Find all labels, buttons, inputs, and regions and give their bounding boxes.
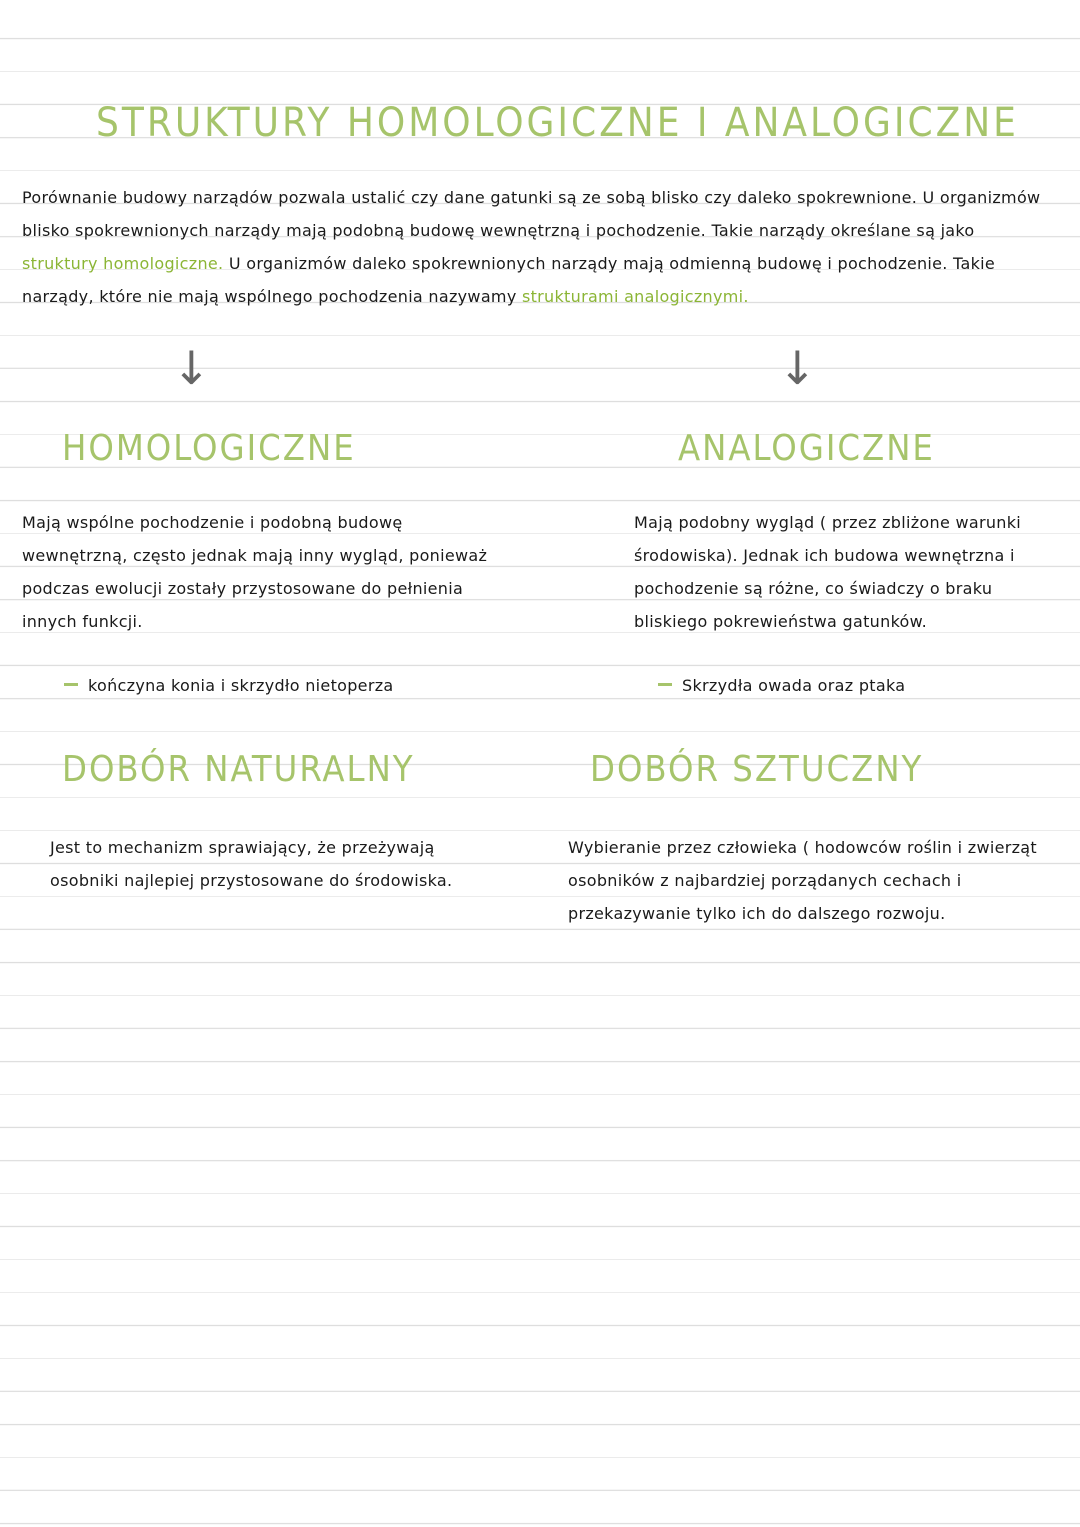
dash-bullet-icon xyxy=(658,683,672,686)
homologiczne-example xyxy=(64,669,394,702)
intro-highlight-analogiczne: strukturami analogicznymi. xyxy=(521,287,749,306)
dash-bullet-icon xyxy=(64,683,78,686)
dobor-naturalny-text: Jest to mechanizm sprawiający, że przeżywają osobniki najlepiej przystosowane do środowiska. xyxy=(50,838,453,890)
dobor-sztuczny-text: Wybieranie przez człowieka ( hodowców roślin i zwierząt osobników z najbardziej porządanych cechach i przekazywanie tylko ich do dalszego rozwoju. xyxy=(568,838,1037,923)
heading-dobor-sztuczny: DOBÓR SZTUCZNY xyxy=(590,749,924,790)
intro-text-2: U organizmów daleko spokrewnionych narządy mają odmienną budowę i pochodzenie. Takie narządy, które nie mają wspólnego pochodzenia nazywamy xyxy=(22,254,996,306)
homologiczne-example-text: kończyna konia i skrzydło nietoperza xyxy=(88,676,394,695)
analogiczne-text: Mają podobny wygląd ( przez zbliżone warunki środowiska). Jednak ich budowa wewnętrzna i pochodzenie są różne, co świadczy o braku bliskiego pokrewieństwa gatunków. xyxy=(634,513,1022,631)
intro-paragraph xyxy=(22,181,1052,313)
intro-text-1: Porównanie budowy narządów pozwala ustalić czy dane gatunki są ze sobą blisko czy daleko spokrewnione. U organizmów blisko spokrewnionych narządy mają podobną budowę wewnętrzną i pochodzenie. Takie narządy określane są jako xyxy=(22,188,1041,240)
analogiczne-example-text: Skrzydła owada oraz ptaka xyxy=(682,676,906,695)
heading-dobor-naturalny: DOBÓR NATURALNY xyxy=(62,749,415,790)
arrow-down-left-icon: ↓ xyxy=(172,341,211,395)
arrow-down-right-icon: ↓ xyxy=(778,341,817,395)
analogiczne-example xyxy=(658,669,905,702)
heading-analogiczne: ANALOGICZNE xyxy=(678,428,935,469)
heading-homologiczne: HOMOLOGICZNE xyxy=(62,428,356,469)
page-title: STRUKTURY HOMOLOGICZNE I ANALOGICZNE xyxy=(96,100,1019,146)
intro-highlight-homologiczne: struktury homologiczne. xyxy=(22,254,224,273)
homologiczne-text: Mają wspólne pochodzenie i podobną budowę wewnętrzną, często jednak mają inny wygląd, ponieważ podczas ewolucji zostały przystosowane do pełnienia innych funkcji. xyxy=(22,513,488,631)
